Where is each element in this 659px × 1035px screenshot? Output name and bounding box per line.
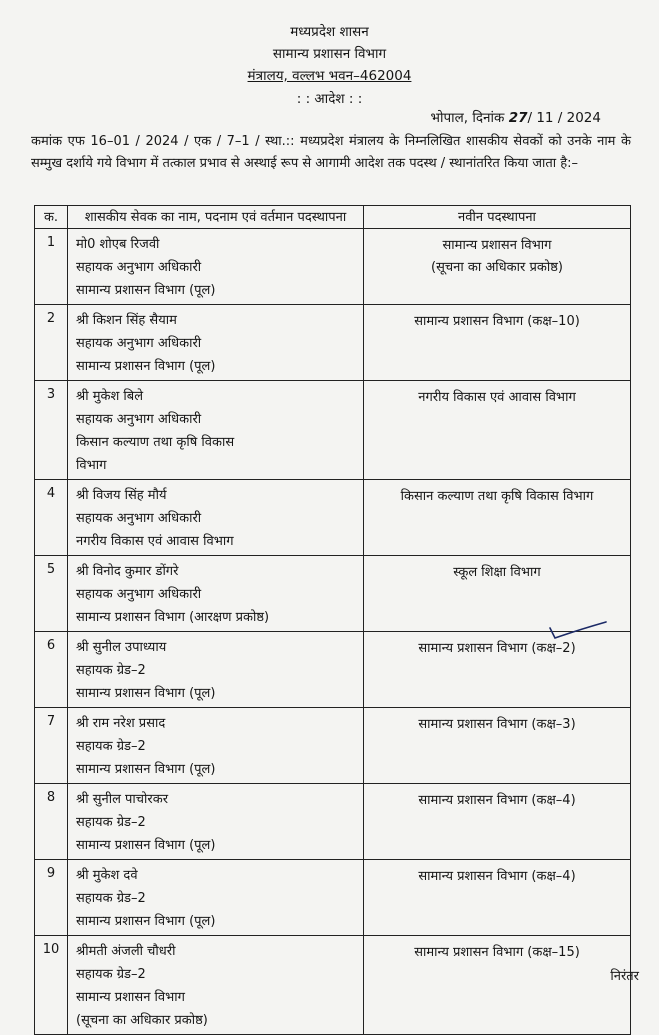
employee-detail: सामान्य प्रशासन विभाग (आरक्षण प्रकोष्ठ)	[76, 610, 270, 625]
header-government: मध्यप्रदेश शासन	[290, 24, 369, 40]
employee-detail: सहायक ग्रेड–2	[76, 815, 146, 830]
employee-detail: सहायक ग्रेड–2	[76, 891, 146, 906]
date-rest: / 11 / 2024	[527, 110, 601, 126]
date-day: 27	[508, 110, 528, 126]
employee-detail: सहायक अनुभाग अधिकारी	[76, 336, 202, 351]
row-employee	[68, 784, 364, 860]
table-row	[35, 480, 631, 556]
employee-detail: सामान्य प्रशासन विभाग (पूल)	[76, 283, 216, 298]
employee-name: श्रीमती अंजली चौधरी	[76, 944, 176, 959]
row-new-posting	[364, 936, 631, 1035]
table-header-row	[35, 206, 631, 229]
posting-line: सामान्य प्रशासन विभाग (कक्ष–10)	[414, 314, 580, 329]
employee-detail: सहायक अनुभाग अधिकारी	[76, 587, 202, 602]
employee-name: श्री सुनील उपाध्याय	[76, 640, 167, 655]
table-row	[35, 381, 631, 480]
posting-line: स्कूल शिक्षा विभाग	[453, 565, 541, 580]
dateline	[430, 108, 601, 126]
table-body	[35, 229, 631, 1035]
employee-name: श्री विनोद कुमार डोंगरे	[76, 564, 179, 579]
posting-line: सामान्य प्रशासन विभाग (कक्ष–2)	[418, 641, 576, 656]
employee-detail: सामान्य प्रशासन विभाग (पूल)	[76, 686, 216, 701]
continued-note: निरंतर	[610, 969, 639, 984]
row-serial: 9	[35, 860, 68, 936]
row-employee	[68, 480, 364, 556]
row-new-posting	[364, 860, 631, 936]
posting-table	[34, 205, 631, 1035]
employee-name: मो0 शोएब रिजवी	[76, 237, 160, 252]
row-serial: 7	[35, 708, 68, 784]
row-new-posting	[364, 784, 631, 860]
employee-detail: नगरीय विकास एवं आवास विभाग	[76, 534, 234, 549]
row-serial: 6	[35, 632, 68, 708]
date-prefix: भोपाल, दिनांक	[430, 110, 505, 126]
employee-detail: सामान्य प्रशासन विभाग (पूल)	[76, 838, 216, 853]
row-employee	[68, 936, 364, 1035]
employee-detail: (सूचना का अधिकार प्रकोष्ठ)	[76, 1013, 208, 1028]
employee-detail: सहायक ग्रेड–2	[76, 739, 146, 754]
employee-detail: सहायक अनुभाग अधिकारी	[76, 412, 202, 427]
employee-detail: सामान्य प्रशासन विभाग (पूल)	[76, 914, 216, 929]
employee-name: श्री सुनील पाचोरकर	[76, 792, 169, 807]
row-serial: 4	[35, 480, 68, 556]
row-serial: 10	[35, 936, 68, 1035]
row-serial: 5	[35, 556, 68, 632]
employee-name: श्री मुकेश बिले	[76, 389, 144, 404]
employee-detail: सहायक अनुभाग अधिकारी	[76, 511, 202, 526]
employee-detail: सामान्य प्रशासन विभाग (पूल)	[76, 359, 216, 374]
employee-detail: विभाग	[76, 458, 107, 473]
posting-line: (सूचना का अधिकार प्रकोष्ठ)	[431, 260, 563, 275]
table-row	[35, 305, 631, 381]
row-employee	[68, 229, 364, 305]
posting-line: सामान्य प्रशासन विभाग	[442, 238, 552, 253]
header-department: सामान्य प्रशासन विभाग	[272, 46, 387, 62]
employee-detail: किसान कल्याण तथा कृषि विकास	[76, 435, 235, 450]
header-name: शासकीय सेवक का नाम, पदनाम एवं वर्तमान पदस्थापना	[68, 206, 364, 229]
row-serial: 8	[35, 784, 68, 860]
header-address: मंत्रालय, वल्लभ भवन–462004	[247, 68, 412, 84]
posting-line: सामान्य प्रशासन विभाग (कक्ष–3)	[418, 717, 576, 732]
row-new-posting	[364, 632, 631, 708]
employee-detail: सहायक अनुभाग अधिकारी	[76, 260, 202, 275]
table-row	[35, 708, 631, 784]
row-new-posting	[364, 708, 631, 784]
posting-line: नगरीय विकास एवं आवास विभाग	[418, 390, 576, 405]
row-employee	[68, 860, 364, 936]
row-employee	[68, 708, 364, 784]
table-row	[35, 556, 631, 632]
employee-detail: सहायक ग्रेड–2	[76, 663, 146, 678]
row-serial: 1	[35, 229, 68, 305]
posting-line: सामान्य प्रशासन विभाग (कक्ष–4)	[418, 869, 576, 884]
posting-line: किसान कल्याण तथा कृषि विकास विभाग	[400, 489, 594, 504]
row-employee	[68, 556, 364, 632]
employee-name: श्री राम नरेश प्रसाद	[76, 716, 166, 731]
row-new-posting	[364, 381, 631, 480]
table-row	[35, 632, 631, 708]
header-posting: नवीन पदस्थापना	[364, 206, 631, 229]
employee-name: श्री मुकेश दवे	[76, 868, 138, 883]
row-serial: 2	[35, 305, 68, 381]
employee-name: श्री विजय सिंह मौर्य	[76, 488, 167, 503]
employee-detail: सहायक ग्रेड–2	[76, 967, 146, 982]
row-serial: 3	[35, 381, 68, 480]
row-employee	[68, 381, 364, 480]
table-row	[35, 860, 631, 936]
posting-line: सामान्य प्रशासन विभाग (कक्ष–15)	[414, 945, 580, 960]
row-employee	[68, 632, 364, 708]
row-new-posting	[364, 480, 631, 556]
employee-name: श्री किशन सिंह सैयाम	[76, 313, 177, 328]
table-row	[35, 229, 631, 305]
intro-paragraph: कमांक एफ 16–01 / 2024 / एक / 7–1 / स्था.:: मध्यप्रदेश मंत्रालय के निम्नलिखित शासकीय सेवकों को उनके नाम के सम्मुख दर्शाये गये विभाग में तत्काल प्रभाव से अस्थाई रूप से आगामी आदेश तक पदस्थ / स्थानांतरित किया जाता है:–	[31, 134, 631, 171]
row-new-posting	[364, 229, 631, 305]
employee-detail: सामान्य प्रशासन विभाग (पूल)	[76, 762, 216, 777]
header-order: : : आदेश : :	[296, 91, 363, 107]
table-row	[35, 784, 631, 860]
posting-line: सामान्य प्रशासन विभाग (कक्ष–4)	[418, 793, 576, 808]
tick-mark-icon	[548, 620, 608, 642]
table-row	[35, 936, 631, 1035]
employee-detail: सामान्य प्रशासन विभाग	[76, 990, 185, 1005]
row-new-posting	[364, 305, 631, 381]
header-sn: क.	[35, 206, 68, 229]
row-employee	[68, 305, 364, 381]
